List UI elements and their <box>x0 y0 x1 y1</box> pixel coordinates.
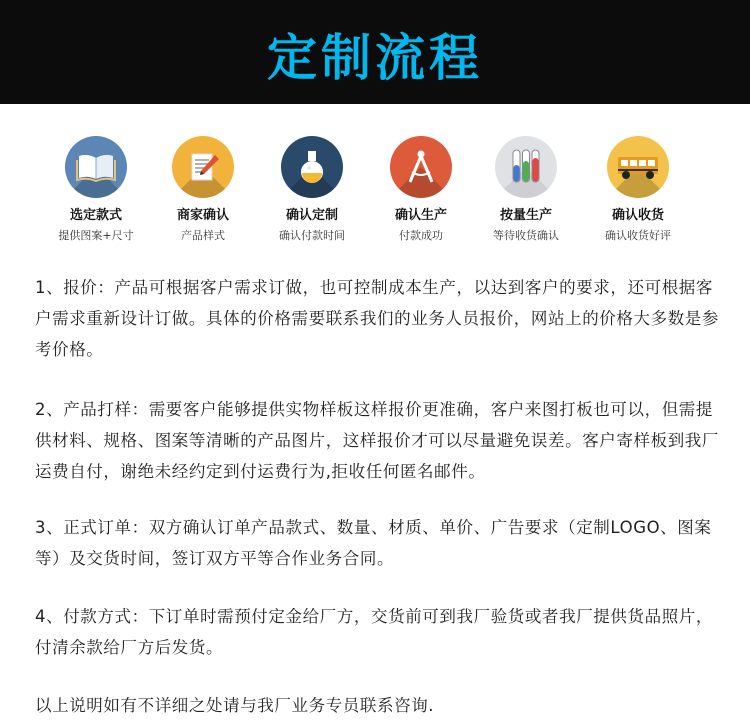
paragraph-sampling: 2、产品打样：需要客户能够提供实物样板这样报价更准确，客户来图打板也可以，但需提供材料、规格、图案等清晰的产品图片，这样报价才可以尽量避免误差。客户寄样板到我厂运费自付，谢绝未经约定到付运费行为,拒收任何匿名邮件。 <box>35 400 719 481</box>
step-title: 确认定制 <box>285 208 338 223</box>
process-steps <box>0 136 750 246</box>
step-title: 确认收货 <box>611 208 664 223</box>
step-subtitle: 提供图案+尺寸 <box>58 229 134 242</box>
notepad-pencil-icon <box>172 136 234 198</box>
step-mass-production <box>466 136 586 243</box>
flask-icon <box>281 136 343 198</box>
step-title: 确认生产 <box>394 208 447 223</box>
step-confirm-production <box>361 136 481 243</box>
step-merchant-confirm <box>143 136 263 243</box>
step-confirm-receipt <box>578 136 698 243</box>
paragraph-quote: 1、报价：产品可根据客户需求订做，也可控制成本生产，以达到客户的要求，还可根据客户需求重新设计订做。具体的价格需要联系我们的业务人员报价，网站上的价格大多数是参考价格。 <box>35 278 719 359</box>
step-subtitle: 确认付款时间 <box>279 229 345 242</box>
step-subtitle: 付款成功 <box>399 229 443 242</box>
header-banner <box>0 0 750 104</box>
step-title: 商家确认 <box>176 208 229 223</box>
page-title: 定制流程 <box>267 29 483 87</box>
paragraph-note: 以上说明如有不详细之处请与我厂业务专员联系咨询. <box>35 696 435 715</box>
step-subtitle: 产品样式 <box>181 229 225 242</box>
step-subtitle: 确认收货好评 <box>605 229 671 242</box>
bus-icon <box>607 136 669 198</box>
compass-drafting-icon <box>390 136 452 198</box>
step-title: 选定款式 <box>69 208 122 223</box>
paragraph-payment: 4、付款方式：下订单时需预付定金给厂方，交货前可到我厂验货或者我厂提供货品照片，付清余款给厂方后发货。 <box>35 607 713 657</box>
paragraph-formal-order: 3、正式订单：双方确认订单产品款式、数量、材质、单价、广告要求（定制LOGO、图案等）及交货时间，签订双方平等合作业务合同。 <box>35 518 712 568</box>
book-icon <box>65 136 127 198</box>
step-title: 按量生产 <box>499 208 552 223</box>
step-select-style <box>36 136 156 243</box>
test-tubes-icon <box>495 136 557 198</box>
step-subtitle: 等待收货确认 <box>493 229 559 242</box>
step-confirm-custom <box>252 136 372 243</box>
